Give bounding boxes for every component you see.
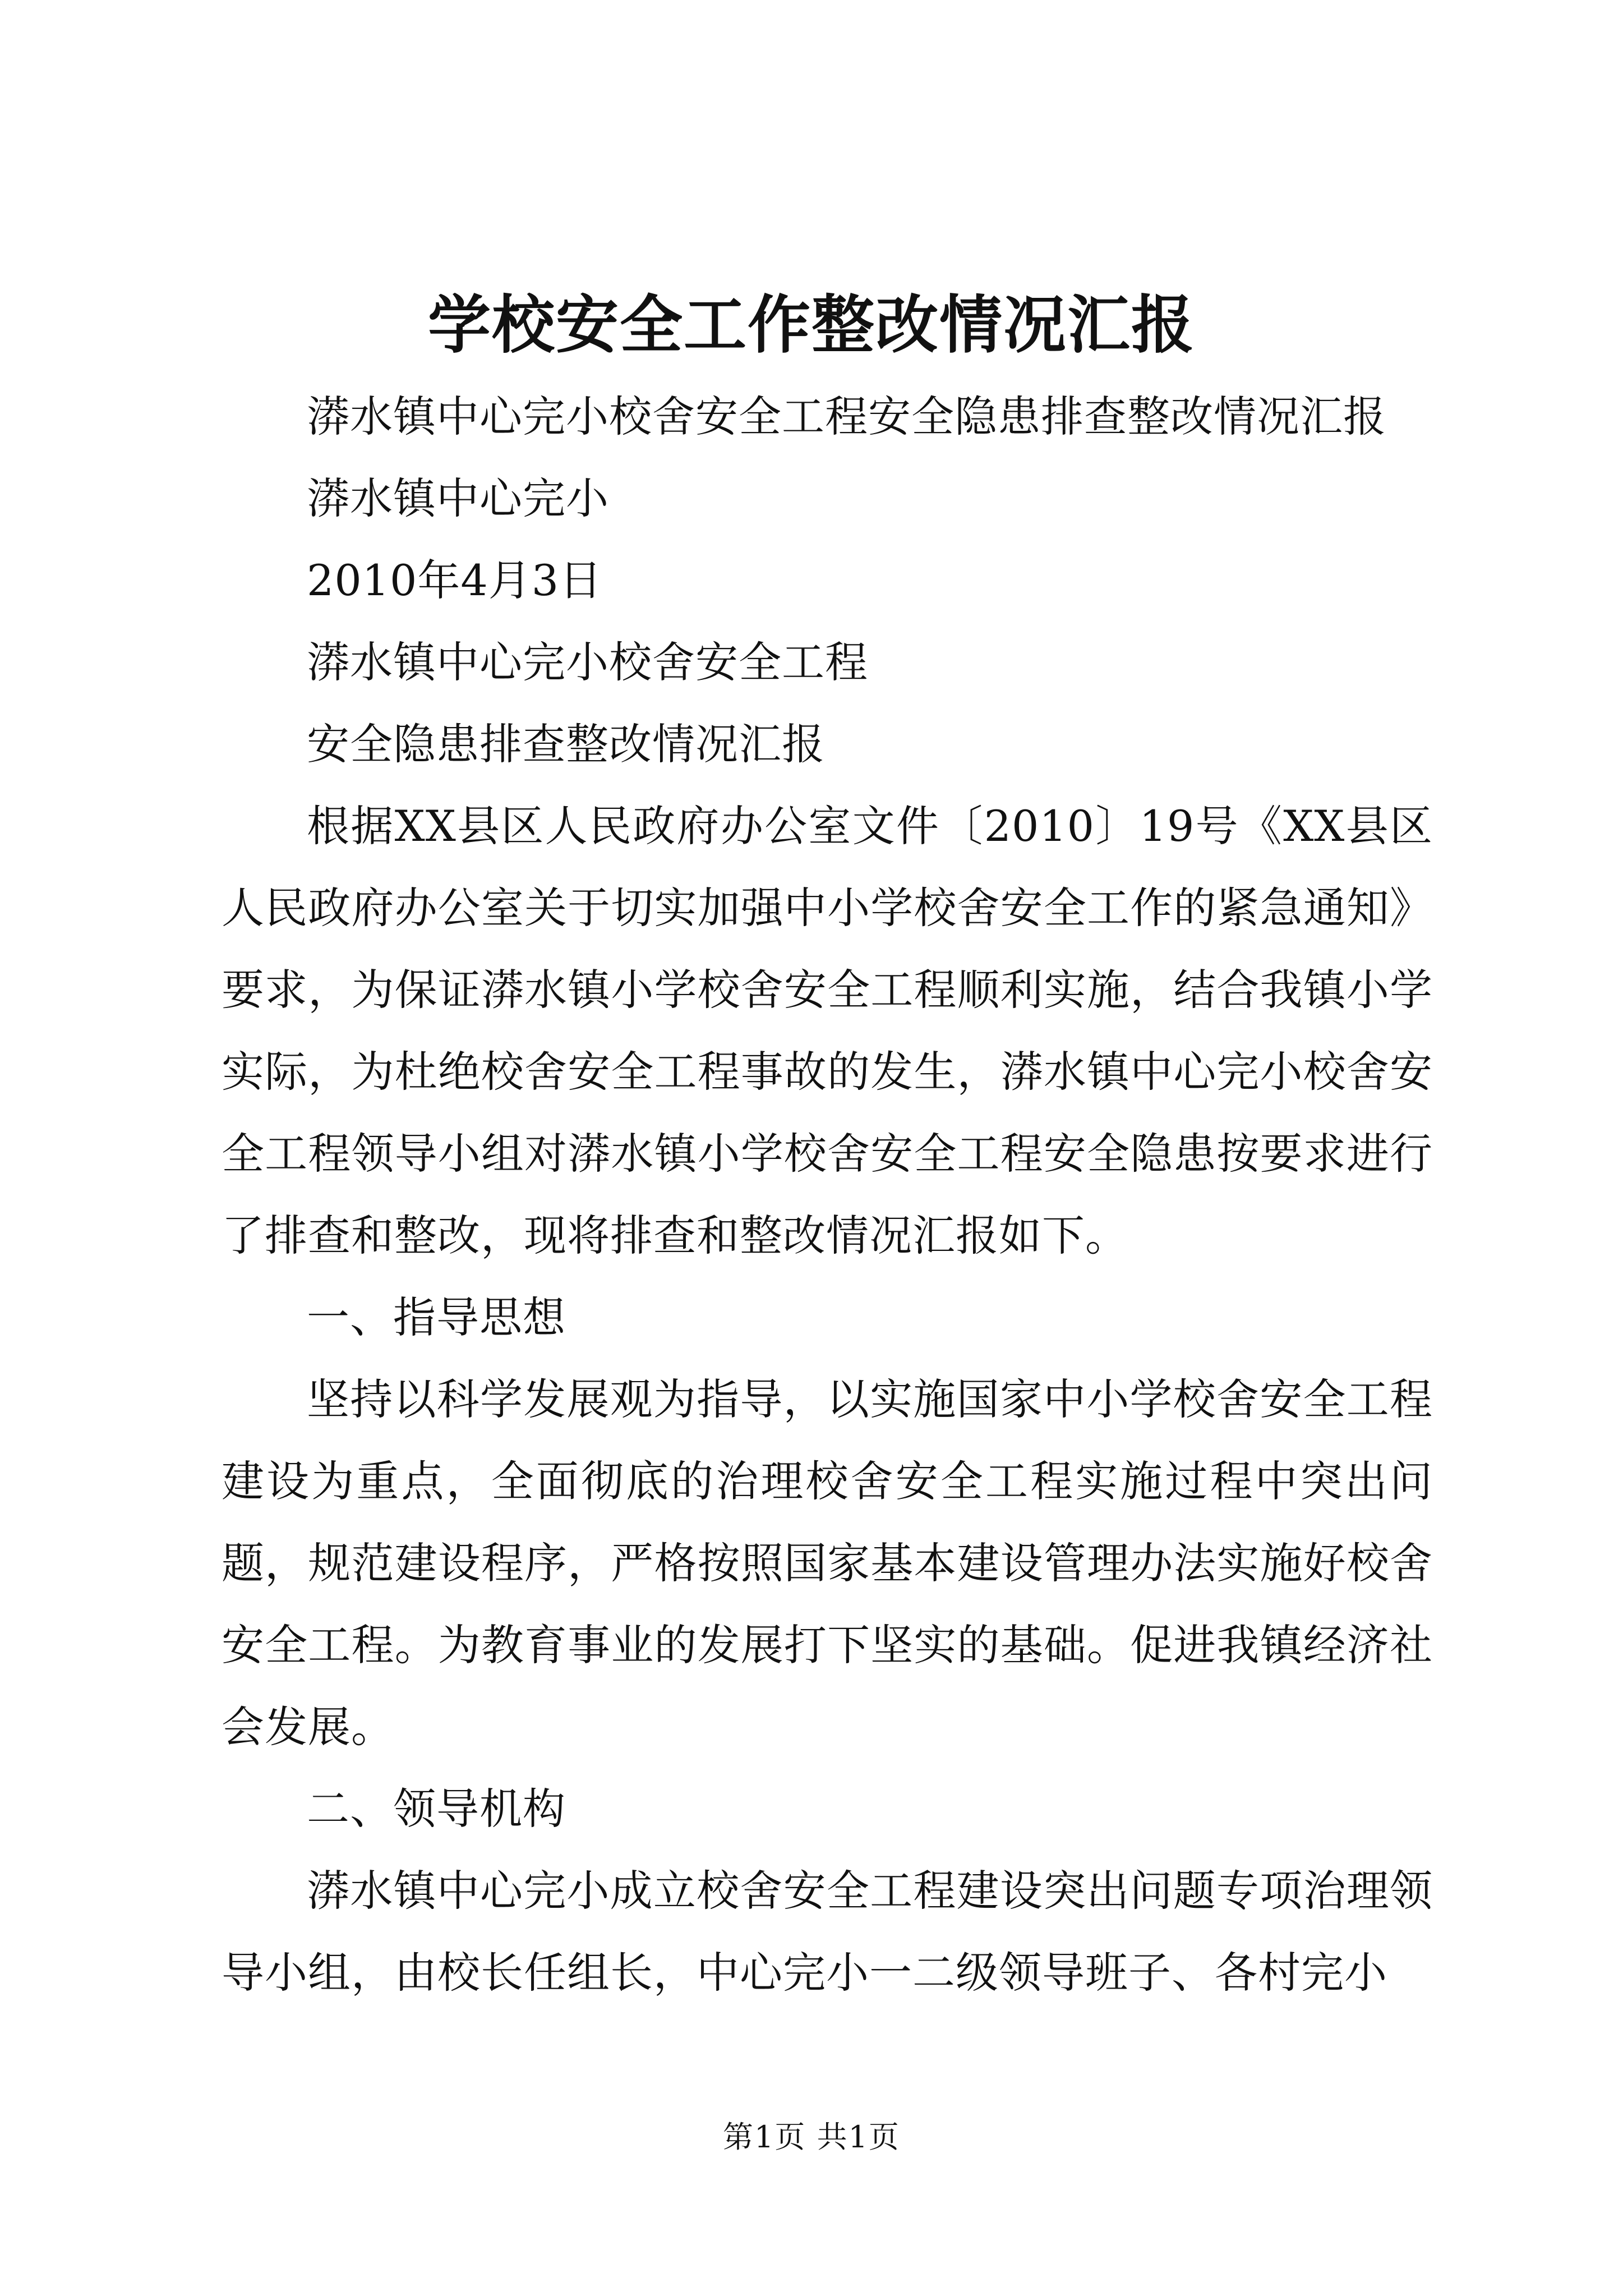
section-heading-leadership: 二、领导机构 xyxy=(307,1784,566,1834)
document-title: 学校安全工作整改情况汇报 xyxy=(428,288,1195,362)
section-heading-guiding-ideology: 一、指导思想 xyxy=(307,1292,566,1342)
author-line: 漭水镇中心完小 xyxy=(307,473,609,523)
date-line: 2010年4月3日 xyxy=(307,555,603,605)
report-title-line-2: 安全隐患排查整改情况汇报 xyxy=(307,719,825,769)
document-body xyxy=(222,376,1433,2014)
leadership-paragraph: 漭水镇中心完小成立校舍安全工程建设突出问题专项治理领导小组，由校长任组长，中心完小一二级领导班子、各村完小 xyxy=(222,1866,1433,1998)
subtitle-line: 漭水镇中心完小校舍安全工程安全隐患排查整改情况汇报 xyxy=(307,392,1386,441)
guiding-ideology-paragraph: 坚持以科学发展观为指导，以实施国家中小学校舍安全工程建设为重点，全面彻底的治理校舍安全工程实施过程中突出问题，规范建设程序，严格按照国家基本建设管理办法实施好校舍安全工程。为教育事业的发展打下坚实的基础。促进我镇经济社会发展。 xyxy=(222,1374,1433,1752)
intro-paragraph: 根据XX县区人民政府办公室文件〔2010〕19号《XX县区人民政府办公室关于切实加强中小学校舍安全工作的紧急通知》要求，为保证漭水镇小学校舍安全工程顺利实施，结合我镇小学实际，为杜绝校舍安全工程事故的发生，漭水镇中心完小校舍安全工程领导小组对漭水镇小学校舍安全工程安全隐患按要求进行了排查和整改，现将排查和整改情况汇报如下。 xyxy=(222,801,1433,1260)
page-footer: 第1页 共1页 xyxy=(723,2119,900,2155)
report-title-line-1: 漭水镇中心完小校舍安全工程 xyxy=(307,637,868,687)
